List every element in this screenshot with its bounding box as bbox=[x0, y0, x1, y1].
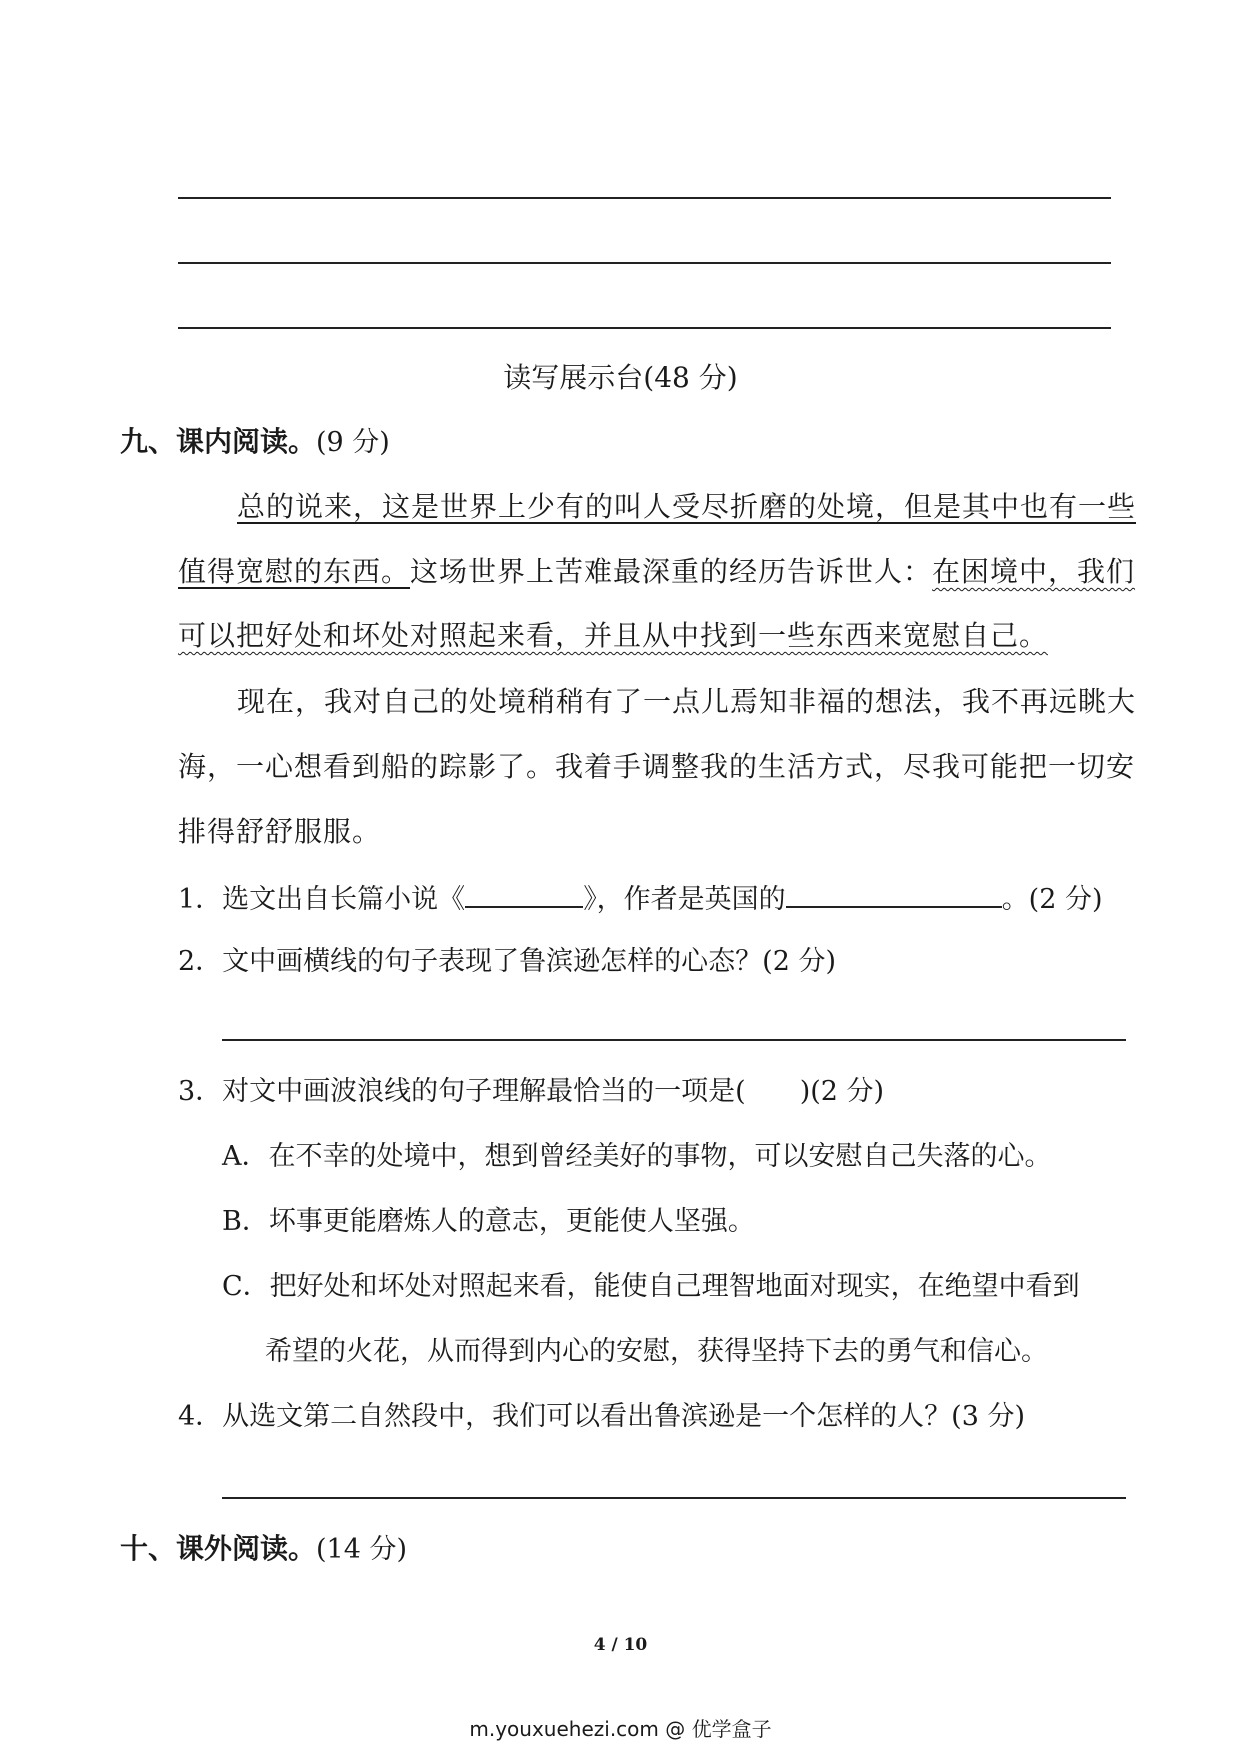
option-c-line-1[interactable]: C．把好处和坏处对照起来看，能使自己理智地面对现实，在绝望中看到 bbox=[222, 1271, 1080, 1302]
option-a[interactable]: A．在不幸的处境中，想到曾经美好的事物，可以安慰自己失落的心。 bbox=[222, 1141, 1052, 1172]
q9-score: (9 分) bbox=[316, 427, 390, 458]
sub4-answer-line[interactable] bbox=[222, 1497, 1126, 1499]
sub-question-2: 2．文中画横线的句子表现了鲁滨逊怎样的心态？(2 分) bbox=[178, 946, 837, 977]
q10-title-row bbox=[120, 1532, 407, 1567]
passage-line-4: 现在，我对自己的处境稍稍有了一点儿焉知非福的想法，我不再远眺大 bbox=[237, 685, 1137, 718]
author-blank[interactable] bbox=[786, 880, 1002, 908]
sub-question-1 bbox=[178, 880, 1103, 917]
answer-line-3[interactable] bbox=[178, 327, 1111, 329]
q10-score: (14 分) bbox=[316, 1534, 408, 1565]
wavy-sentence-part-2: 可以把好处和坏处对照起来看，并且从中找到一些东西来宽慰自己。 bbox=[178, 619, 1049, 652]
passage-line-2 bbox=[178, 555, 1135, 589]
sub-question-3: 3．对文中画波浪线的句子理解最恰当的一项是( )(2 分) bbox=[178, 1076, 885, 1107]
passage-plain-text: 这场世界上苦难最深重的经历告诉世人： bbox=[410, 555, 933, 588]
passage-line-1 bbox=[237, 490, 1136, 524]
passage-line-6: 排得舒舒服服。 bbox=[178, 815, 382, 848]
option-b[interactable]: B．坏事更能磨炼人的意志，更能使人坚强。 bbox=[222, 1206, 755, 1237]
q10-title: 十、课外阅读。 bbox=[120, 1532, 317, 1565]
sub2-answer-line[interactable] bbox=[222, 1039, 1126, 1041]
sub1-text-c: 。(2 分) bbox=[1001, 884, 1103, 915]
sub1-text-a: 1．选文出自长篇小说《 bbox=[178, 884, 466, 915]
answer-line-1[interactable] bbox=[178, 197, 1111, 199]
section-header: 读写展示台(48 分) bbox=[503, 361, 738, 394]
watermark: m.youxuehezi.com @ 优学盒子 bbox=[469, 1717, 772, 1741]
sub1-text-b: 》，作者是英国的 bbox=[583, 884, 786, 915]
underlined-sentence-part-2: 值得宽慰的东西。 bbox=[178, 555, 411, 588]
wavy-sentence-part-1: 在困境中，我们 bbox=[932, 555, 1136, 588]
page-number: 4 / 10 bbox=[593, 1635, 648, 1655]
sub-question-4: 4．从选文第二自然段中，我们可以看出鲁滨逊是一个怎样的人？(3 分) bbox=[178, 1401, 1026, 1432]
passage-line-3 bbox=[178, 619, 1048, 653]
book-title-blank[interactable] bbox=[465, 880, 583, 908]
q9-title-row bbox=[120, 425, 390, 460]
q9-title: 九、课内阅读。 bbox=[120, 425, 317, 458]
underlined-sentence-part-1: 总的说来，这是世界上少有的叫人受尽折磨的处境，但是其中也有一些 bbox=[237, 490, 1137, 523]
answer-line-2[interactable] bbox=[178, 262, 1111, 264]
passage-line-5: 海，一心想看到船的踪影了。我着手调整我的生活方式，尽我可能把一切安 bbox=[178, 750, 1136, 783]
option-c-line-2[interactable]: 希望的火花，从而得到内心的安慰，获得坚持下去的勇气和信心。 bbox=[265, 1336, 1048, 1367]
